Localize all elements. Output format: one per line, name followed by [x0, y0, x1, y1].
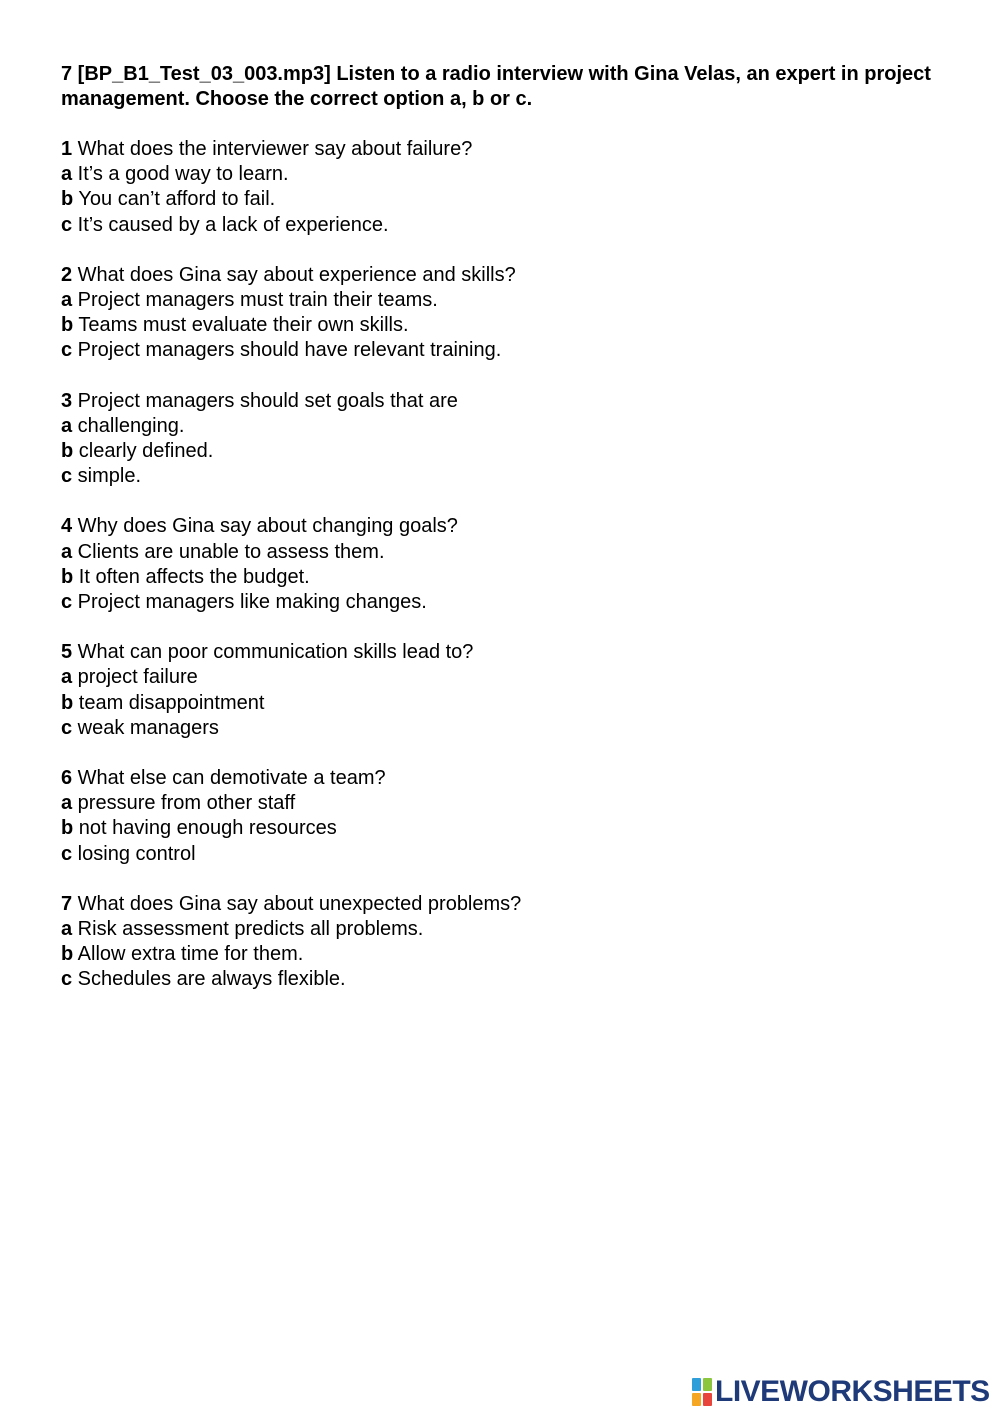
question-2	[61, 263, 961, 364]
question-6	[61, 766, 961, 867]
option-letter: c	[61, 465, 73, 488]
option-letter: b	[61, 817, 74, 840]
option-text: pressure from other staff	[72, 792, 296, 815]
option-text: It’s caused by a lack of experience.	[72, 213, 389, 236]
question-stem	[61, 640, 961, 665]
question-text: Why does Gina say about changing goals?	[72, 515, 458, 538]
option-letter: c	[61, 213, 73, 236]
question-text: Project managers should set goals that are	[72, 389, 458, 412]
option-text: clearly defined.	[73, 440, 214, 463]
option-text: Allow extra time for them.	[73, 943, 304, 966]
answer-option-b[interactable]	[61, 691, 961, 716]
question-text: What does the interviewer say about failure?	[72, 138, 473, 160]
option-text: It’s a good way to learn.	[72, 163, 289, 186]
answer-option-a[interactable]	[61, 414, 961, 439]
option-letter: a	[61, 289, 73, 312]
option-letter: a	[61, 666, 73, 689]
option-letter: c	[61, 968, 73, 991]
question-3	[61, 389, 961, 490]
option-letter: c	[61, 591, 73, 614]
question-number: 3	[61, 389, 73, 412]
liveworksheets-logo-icon	[692, 1378, 712, 1406]
option-text: Project managers should have relevant training.	[72, 339, 502, 362]
answer-option-b[interactable]	[61, 313, 961, 338]
question-stem	[61, 766, 961, 791]
option-letter: b	[61, 314, 74, 337]
answer-option-b[interactable]	[61, 187, 961, 212]
question-number: 2	[61, 263, 73, 286]
answer-option-c[interactable]	[61, 464, 961, 489]
answer-option-b[interactable]	[61, 565, 961, 590]
question-number: 4	[61, 515, 73, 538]
question-text: What does Gina say about experience and skills?	[72, 263, 516, 286]
question-number: 1	[61, 138, 73, 160]
option-text: Schedules are always flexible.	[72, 968, 346, 991]
question-text: What else can demotivate a team?	[72, 767, 386, 790]
answer-option-a[interactable]	[61, 791, 961, 816]
option-letter: b	[61, 943, 74, 966]
option-letter: a	[61, 792, 73, 815]
answer-option-a[interactable]	[61, 288, 961, 313]
option-text: Teams must evaluate their own skills.	[73, 314, 409, 337]
exercise-instructions: 7 [BP_B1_Test_03_003.mp3] Listen to a radio interview with Gina Velas, an expert in project management. Choose the correct option a, b or c.	[61, 63, 931, 110]
option-letter: c	[61, 339, 73, 362]
answer-option-b[interactable]	[61, 439, 961, 464]
question-7	[61, 892, 961, 993]
question-number: 7	[61, 892, 73, 915]
question-text: What can poor communication skills lead to?	[72, 641, 474, 664]
option-letter: b	[61, 691, 74, 714]
option-letter: a	[61, 163, 73, 186]
answer-option-c[interactable]	[61, 967, 961, 992]
option-letter: b	[61, 440, 74, 463]
option-text: not having enough resources	[73, 817, 337, 840]
option-text: weak managers	[72, 716, 219, 739]
question-list	[61, 137, 961, 993]
option-text: Project managers like making changes.	[72, 591, 427, 614]
logo-text: LIVEWORKSHEETS	[715, 1375, 990, 1408]
question-stem	[61, 137, 961, 162]
question-number: 6	[61, 767, 73, 790]
option-letter: a	[61, 414, 73, 437]
question-number: 5	[61, 641, 73, 664]
answer-option-a[interactable]	[61, 917, 961, 942]
answer-option-c[interactable]	[61, 338, 961, 363]
answer-option-c[interactable]	[61, 213, 961, 238]
option-text: team disappointment	[73, 691, 265, 714]
option-letter: c	[61, 842, 73, 865]
option-text: Clients are unable to assess them.	[72, 540, 385, 563]
answer-option-c[interactable]	[61, 842, 961, 867]
answer-option-b[interactable]	[61, 942, 961, 967]
worksheet-page	[61, 62, 961, 1018]
option-letter: c	[61, 716, 73, 739]
option-text: You can’t afford to fail.	[73, 188, 276, 211]
question-text: What does Gina say about unexpected problems?	[72, 892, 522, 915]
liveworksheets-logo[interactable]	[692, 1375, 990, 1409]
option-letter: a	[61, 540, 73, 563]
question-stem	[61, 892, 961, 917]
option-text: losing control	[72, 842, 196, 865]
answer-option-a[interactable]	[61, 665, 961, 690]
question-1	[61, 137, 961, 238]
question-5	[61, 640, 961, 741]
option-text: Risk assessment predicts all problems.	[72, 918, 424, 941]
option-text: challenging.	[72, 414, 185, 437]
option-text: It often affects the budget.	[73, 565, 310, 588]
answer-option-a[interactable]	[61, 162, 961, 187]
answer-option-b[interactable]	[61, 816, 961, 841]
question-stem	[61, 514, 961, 539]
question-stem	[61, 263, 961, 288]
option-letter: b	[61, 565, 74, 588]
answer-option-a[interactable]	[61, 540, 961, 565]
option-text: project failure	[72, 666, 198, 689]
option-letter: b	[61, 188, 74, 211]
answer-option-c[interactable]	[61, 716, 961, 741]
question-4	[61, 514, 961, 615]
answer-option-c[interactable]	[61, 590, 961, 615]
option-text: simple.	[72, 465, 142, 488]
option-letter: a	[61, 918, 73, 941]
option-text: Project managers must train their teams.	[72, 289, 438, 312]
question-stem	[61, 389, 961, 414]
